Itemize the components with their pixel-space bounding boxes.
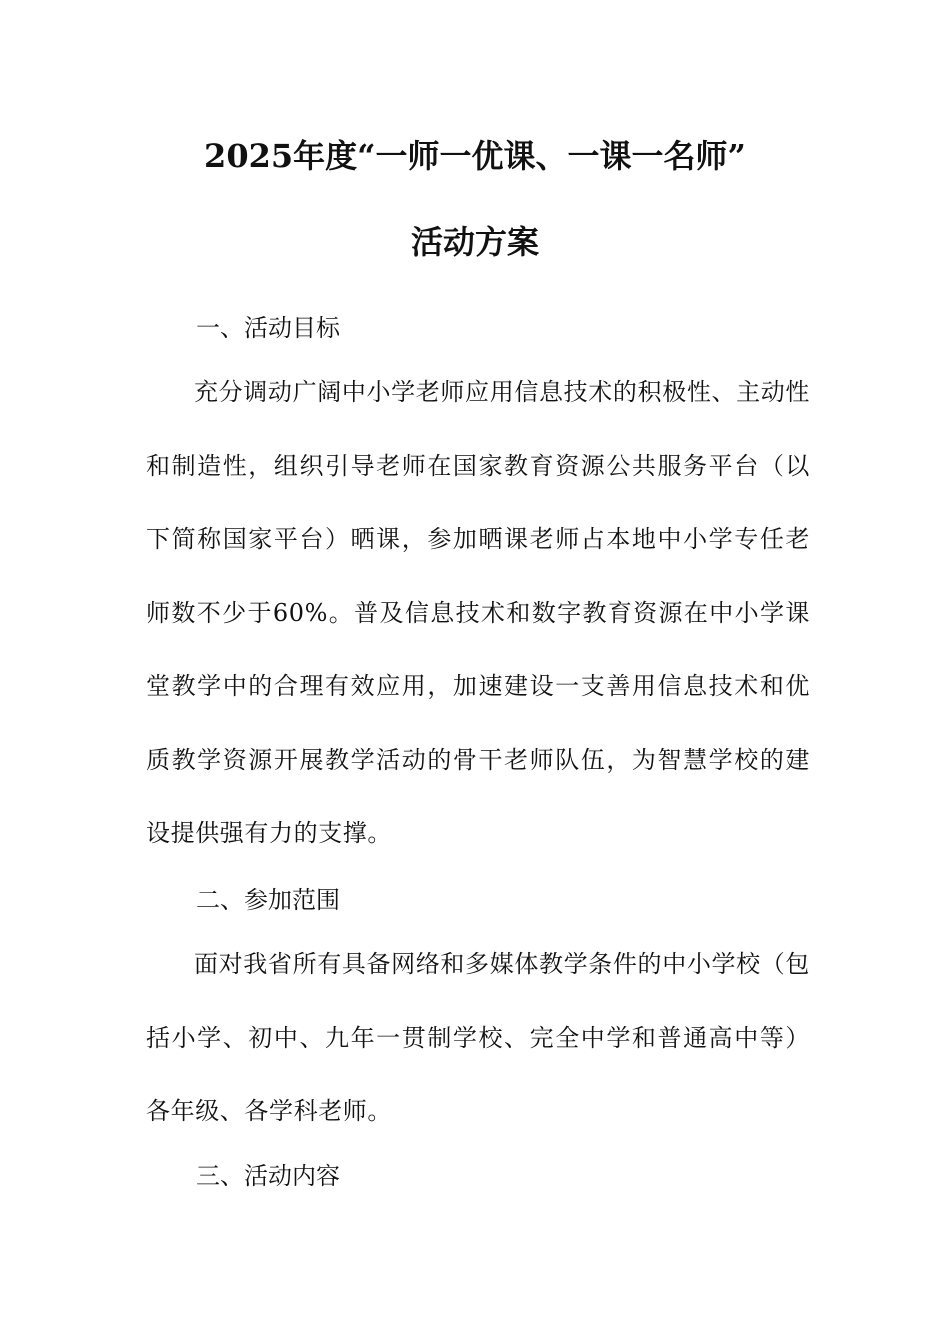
section-heading-content: 三、活动内容 [196,1162,340,1190]
section-heading-scope: 二、参加范围 [196,886,340,914]
section-heading-goals: 一、活动目标 [196,314,340,342]
document-title-line-1: 2025年度“一师一优课、一课一名师” [204,137,746,175]
section-paragraph-scope: 面对我省所有具备网络和多媒体教学条件的中小学校（包括小学、初中、九年一贯制学校、完全中学和普通高中等）各年级、各学科老师。 [146,950,810,1125]
document-title-line-2: 活动方案 [410,223,539,261]
section-paragraph-goals: 充分调动广阔中小学老师应用信息技术的积极性、主动性和制造性，组织引导老师在国家教育资源公共服务平台（以下简称国家平台）晒课，参加晒课老师占本地中小学专任老师数不少于60%。普及信息技术和数字教育资源在中小学课堂教学中的合理有效应用，加速建设一支善用信息技术和优质教学资源开展教学活动的骨干老师队伍，为智慧学校的建设提供强有力的支撑。 [146,378,810,847]
